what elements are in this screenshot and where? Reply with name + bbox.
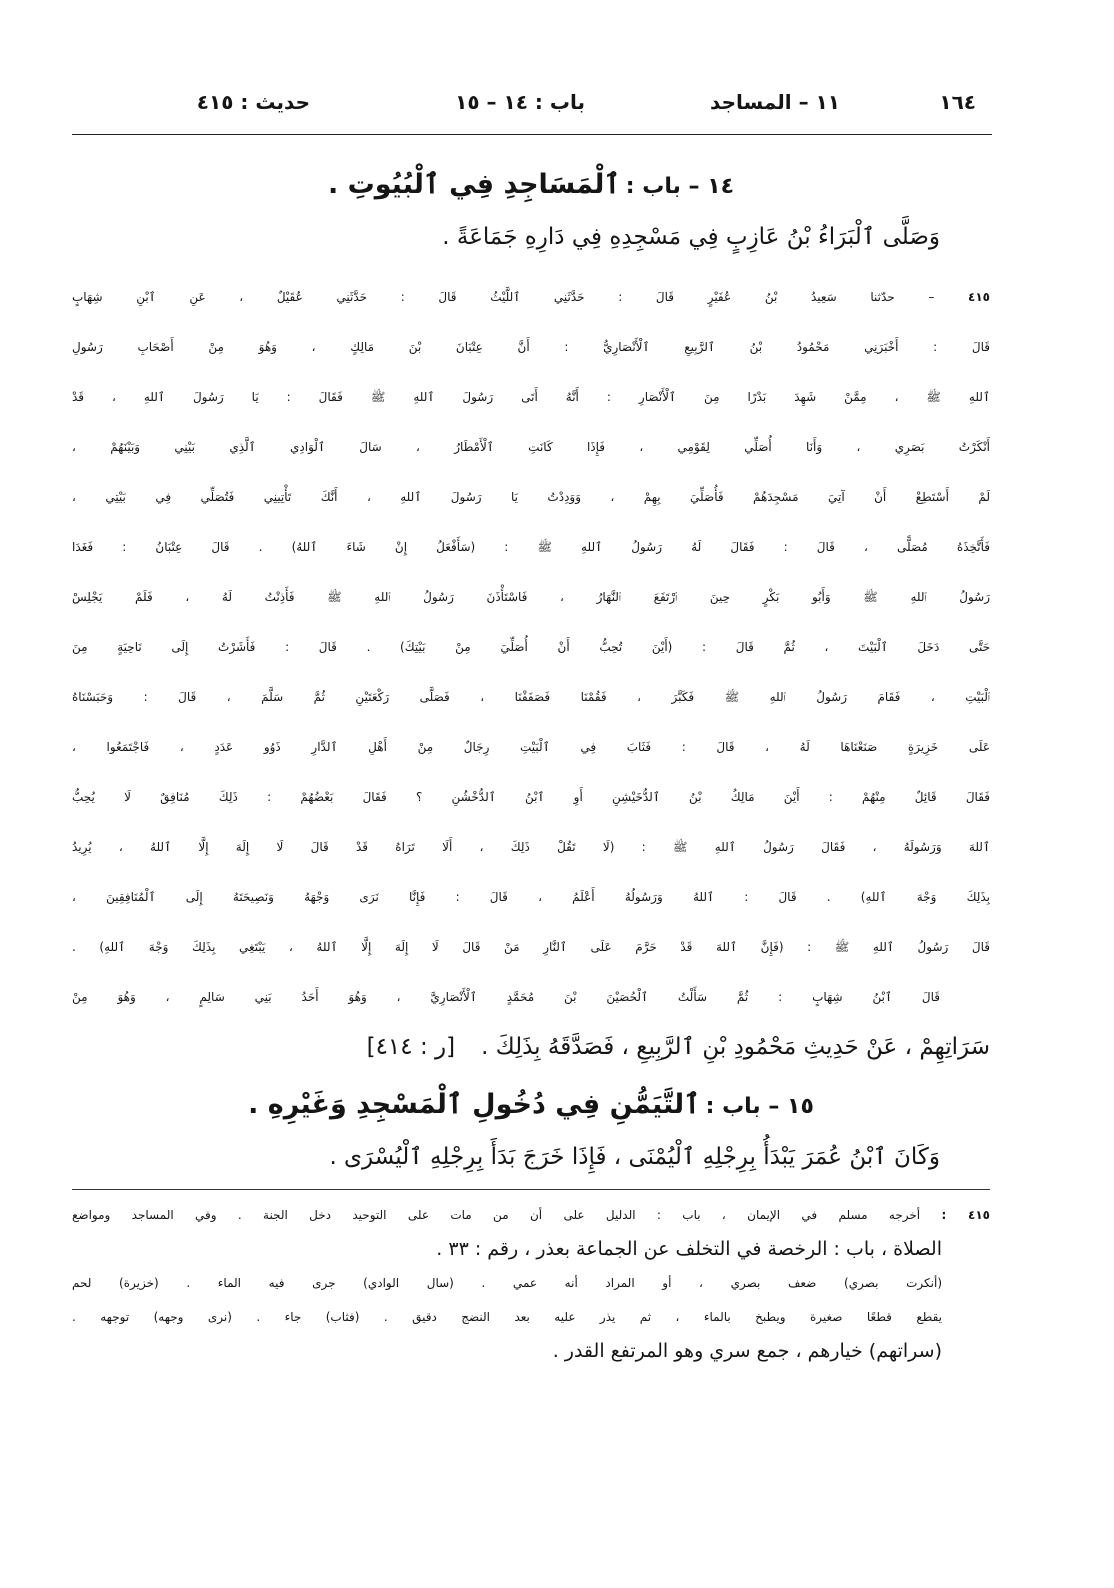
footnote-line: الصلاة ، باب : الرخصة في التخلف عن الجماعة بعذر ، رقم : ٣٣ . xyxy=(436,1238,942,1260)
bab-14-intro: وَصَلَّى ٱلْبَرَاءُ بْنُ عَازِبٍ فِي مَسْجِدِهِ فِي دَارِهِ جَمَاعَةً . xyxy=(442,224,940,250)
hadith-line: قَالَ ٱبْنُ شِهَابٍ : ثُمَّ سَأَلْتُ ٱلْحُصَيْنَ بْنَ مُحَمَّدٍ ٱلْأَنْصَارِيَّ ، وَهُوَ أَحَدُ بَنِي سَالِمٍ ، وَهُوَ مِنْ xyxy=(72,990,940,1004)
hadith-line: أَنْكَرْتُ بَصَرِي ، وَأَنَا أُصَلِّي لِقَوْمِي ، فَإِذَا كَانَتِ ٱلْأَمْطَارُ ، سَالَ ٱلْوَادِي ٱلَّذِي بَيْنِي وَبَيْنَهُمْ ، xyxy=(72,440,990,454)
page-number: ١٦٤ xyxy=(939,90,976,114)
footnote-line-text: أخرجه مسلم في الإيمان ، باب : الدليل على أن من مات على التوحيد دخل الجنة . وفي المساجد ومواضع xyxy=(72,1208,921,1222)
header-chapter: ١١ – المساجد xyxy=(710,90,840,114)
footnote-line: يقطع قطعًا صغيرة ويطبخ بالماء ، ثم يذر عليه بعد النضج دقيق . (فثاب) جاء . (نرى وجهه) توجهه . xyxy=(72,1310,942,1324)
header-divider xyxy=(72,134,992,135)
bab-14-title: ٱلْمَسَاجِدِ فِي ٱلْبُيُوتِ . xyxy=(327,169,621,200)
hadith-415 xyxy=(72,272,990,1072)
footnote-line: (سراتهم) خيارهم ، جمع سري وهو المرتفع القدر . xyxy=(552,1340,942,1362)
hadith-line: حَتَّى دَخَلَ ٱلْبَيْتَ ، ثُمَّ قَالَ : (أَيْنَ تُحِبُّ أَنْ أُصَلِّيَ مِنْ بَيْتِكَ) . قَالَ : فَأَشَرْتُ إِلَى نَاحِيَةٍ مِنَ xyxy=(72,640,990,654)
hadith-line: رَسُولُ ٱللهِ ﷺ وَأَبُو بَكْرٍ حِينَ ٱرْتَفَعَ ٱلنَّهَارُ ، فَاسْتَأْذَنَ رَسُولُ ٱللهِ ﷺ فَأَذِنْتُ لَهُ ، فَلَمْ يَجْلِسْ xyxy=(72,590,990,604)
header-hadith: حديث : ٤١٥ xyxy=(196,90,310,114)
hadith-line: قَالَ : أَخْبَرَنِي مَحْمُودُ بْنُ ٱلرَّبِيعِ ٱلْأَنْصَارِيُّ : أَنَّ عِتْبَانَ بْنَ مَالِكٍ ، وَهُوَ مِنْ أَصْحَابِ رَسُولِ xyxy=(72,340,990,354)
hadith-line: بِذَلِكَ وَجْهَ ٱللهِ) . قَالَ : ٱللهُ وَرَسُولُهُ أَعْلَمُ ، قَالَ : فَإِنَّا نَرَى وَجْهَهُ وَنَصِيحَتَهُ إِلَى ٱلْمُنَافِقِينَ ، xyxy=(72,890,990,904)
page-content xyxy=(72,158,990,1368)
hadith-line: عَلَى خَزِيرَةٍ صَنَعْنَاهَا لَهُ ، قَالَ : فَثَابَ فِي ٱلْبَيْتِ رِجَالٌ مِنْ أَهْلِ ٱلدَّارِ ذَوُو عَدَدٍ ، فَاجْتَمَعُوا ، xyxy=(72,740,990,754)
bab-15-heading xyxy=(72,1078,990,1132)
hadith-line: فَأَتَّخِذَهُ مُصَلًّى ، قَالَ : فَقَالَ لَهُ رَسُولُ ٱللهِ ﷺ : (سَأَفْعَلُ إِنْ شَاءَ ٱللهُ) . قَالَ عِتْبَانُ : فَغَدَا xyxy=(72,540,990,554)
footnote-line xyxy=(72,1198,990,1232)
running-header xyxy=(72,82,990,122)
footnote-divider xyxy=(72,1189,990,1190)
bab-14-label: ١٤ – باب : xyxy=(625,174,735,199)
bab-15-intro: وَكَانَ ٱبْنُ عُمَرَ يَبْدَأُ بِرِجْلِهِ ٱلْيُمْنَى ، فَإِذَا خَرَجَ بَدَأَ بِرِجْلِهِ ٱلْيُسْرَى . xyxy=(329,1144,940,1170)
hadith-line: قَالَ رَسُولُ ٱللهِ ﷺ : (فَإِنَّ ٱللهَ قَدْ حَرَّمَ عَلَى ٱلنَّارِ مَنْ قَالَ لَا إِلَهَ إِلَّا ٱللهُ ، يَبْتَغِي بِذَلِكَ وَجْهَ ٱللهِ) . xyxy=(72,940,990,954)
header-bab: باب : ١٤ – ١٥ xyxy=(455,90,585,114)
bab-14-heading xyxy=(72,158,990,212)
hadith-line: فَقَالَ قَائِلٌ مِنْهُمْ : أَيْنَ مَالِكُ بْنُ ٱلدُّخَيْشِنِ أَوِ ٱبْنُ ٱلدُّخْشُنِ ؟ فَقَالَ بَعْضُهُمْ : ذَلِكَ مُنَافِقٌ لَا يُحِبُّ xyxy=(72,790,990,804)
hadith-line: ٱللهَ وَرَسُولَهُ ، فَقَالَ رَسُولُ ٱللهِ ﷺ : (لَا تَقُلْ ذَلِكَ ، أَلَا تَرَاهُ قَدْ قَالَ لَا إِلَهَ إِلَّا ٱللهُ ، يُرِيدُ xyxy=(72,840,990,854)
hadith-number: ٤١٥ xyxy=(968,290,990,304)
bab-15-label: ١٥ – باب : xyxy=(705,1094,814,1119)
hadith-line xyxy=(72,1022,990,1072)
footnote-line: (أنكرت بصري) ضعف بصري ، أو المراد أنه عمي . (سال الوادي) جرى فيه الماء . (خزيرة) لحم xyxy=(72,1276,942,1290)
bab-15-title: ٱلتَّيَمُّنِ فِي دُخُولِ ٱلْمَسْجِدِ وَغَيْرِهِ . xyxy=(248,1089,701,1120)
hadith-line-text: سَرَاتِهِمْ ، عَنْ حَدِيثِ مَحْمُودِ بْنِ ٱلرَّبِيعِ ، فَصَدَّقَهُ بِذَلِكَ . xyxy=(481,1034,990,1060)
hadith-line xyxy=(72,272,990,322)
hadith-line: ٱللهِ ﷺ ، مِمَّنْ شَهِدَ بَدْرًا مِنَ ٱلْأَنْصَارِ : أَنَّهُ أَتَى رَسُولَ ٱللهِ ﷺ فَقَالَ : يَا رَسُولَ ٱللهِ ، قَدْ xyxy=(72,390,990,404)
footnote-number: ٤١٥ : xyxy=(941,1208,990,1222)
hadith-line-text: – حدّثنا سَعِيدُ بْنُ عُفَيْرٍ قَالَ : حَدَّثَنِي ٱللَّيْثُ قَالَ : حَدَّثَنِي عُقَيْلٌ ، عَنِ ٱبْنِ شِهَابٍ xyxy=(72,290,935,304)
hadith-line: لَمْ أَسْتَطِعْ أَنْ آتِيَ مَسْجِدَهُمْ فَأُصَلِّيَ بِهِمْ ، وَوَدِدْتُ يَا رَسُولَ ٱللهِ ، أَنَّكَ تَأْتِينِي فَتُصَلِّي فِي بَيْتِي ، xyxy=(72,490,990,504)
hadith-line: ٱلْبَيْتِ ، فَقَامَ رَسُولُ ٱللهِ ﷺ فَكَبَّرَ ، فَقُمْنَا فَصَفَفْنَا ، فَصَلَّى رَكْعَتَيْنِ ثُمَّ سَلَّمَ ، قَالَ : وَحَبَسْنَاهُ xyxy=(72,690,990,704)
footnotes xyxy=(72,1198,990,1368)
cross-reference: [ر : ٤١٤] xyxy=(366,1034,456,1060)
